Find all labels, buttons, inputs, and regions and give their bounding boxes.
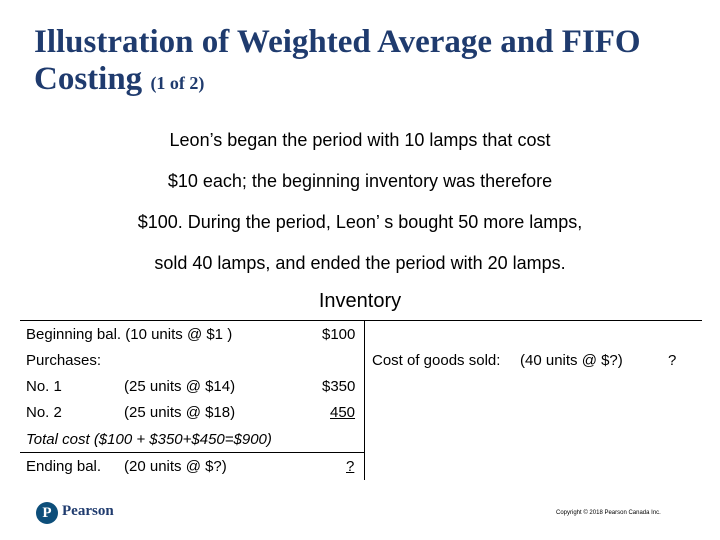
purchase-1-number: No. 1	[26, 378, 62, 395]
cogs-label: Cost of goods sold:	[372, 352, 501, 369]
purchase-2-detail: (25 units @ $18)	[124, 404, 236, 421]
intro-paragraph	[90, 120, 630, 284]
t-account-top-line	[20, 320, 702, 321]
purchase-1-detail: (25 units @ $14)	[124, 378, 236, 395]
total-separator-line	[20, 452, 364, 453]
purchase-1-amount: $350	[322, 378, 356, 395]
intro-line: Leon’s began the period with 10 lamps that cost	[169, 130, 551, 150]
slide-title	[34, 24, 704, 102]
purchase-2-number: No. 2	[26, 404, 62, 421]
slide-title-suffix: (1 of 2)	[150, 73, 205, 93]
inventory-heading: Inventory	[318, 290, 402, 312]
cogs-detail: (40 units @ $?)	[520, 352, 623, 369]
total-cost-line: Total cost ($100 + $350+$450=$900)	[26, 431, 272, 448]
ending-balance-detail: (20 units @ $?)	[124, 458, 227, 475]
pearson-logo-text: Pearson	[62, 503, 114, 519]
purchase-2-amount: 450	[330, 404, 356, 421]
pearson-logo-icon: P	[36, 502, 58, 524]
intro-line: $100. During the period, Leon’ s bought 50 more lamps,	[137, 212, 583, 232]
purchases-label: Purchases:	[26, 352, 102, 369]
ending-balance-label: Ending bal.	[26, 458, 102, 475]
slide-title-line1: Illustration of Weighted Average and FIFO	[34, 24, 641, 60]
cogs-amount: ?	[668, 352, 677, 369]
intro-line: $10 each; the beginning inventory was therefore	[167, 171, 553, 191]
slide-title-line2: Costing	[34, 61, 143, 97]
intro-line: sold 40 lamps, and ended the period with 20 lamps.	[154, 253, 566, 273]
ending-balance-amount: ?	[346, 458, 355, 475]
t-account-center-line	[364, 320, 365, 480]
copyright-notice: Copyright © 2018 Pearson Canada Inc.	[556, 510, 661, 516]
beginning-balance-amount: $100	[322, 326, 356, 343]
beginning-balance-label: Beginning bal. (10 units @ $1 )	[26, 326, 233, 343]
